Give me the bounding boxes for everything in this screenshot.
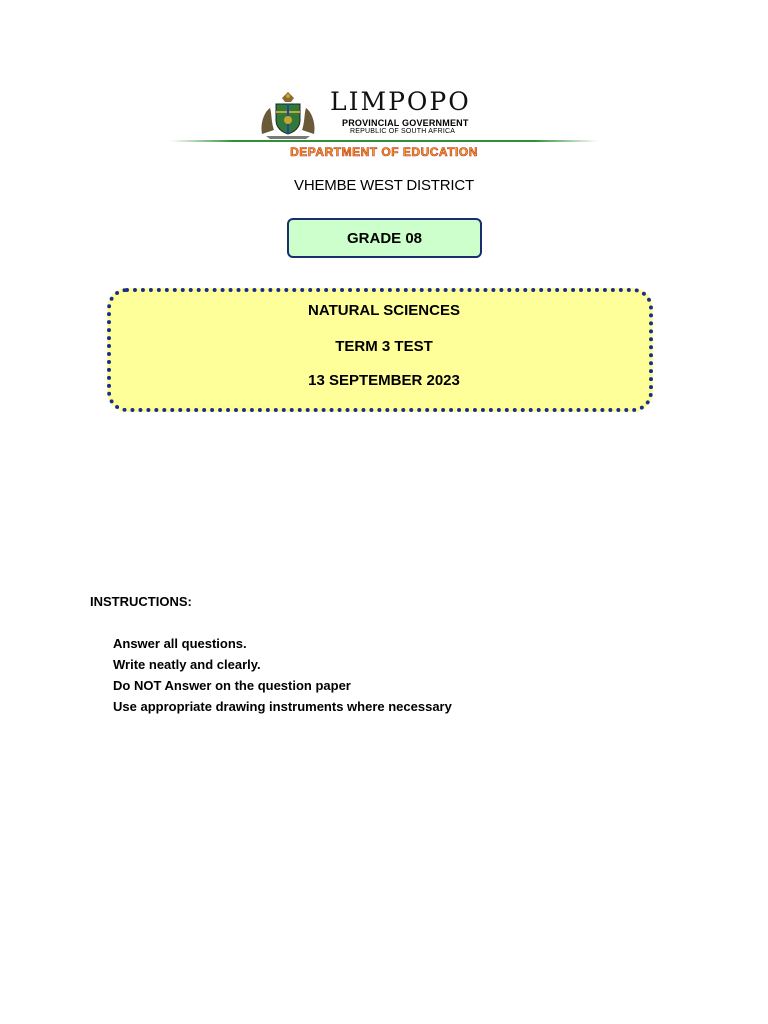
- grade-label: GRADE 08: [346, 229, 423, 247]
- department-title: DEPARTMENT OF EDUCATION: [290, 145, 478, 159]
- coat-of-arms-icon: [256, 90, 320, 140]
- test-date: 13 SEPTEMBER 2023: [308, 372, 460, 389]
- logo-title: LIMPOPO: [330, 87, 471, 116]
- instructions-list: [113, 633, 452, 717]
- instruction-item: Do NOT Answer on the question paper: [113, 678, 351, 693]
- header-divider: [170, 140, 598, 142]
- instruction-item: Write neatly and clearly.: [113, 657, 261, 672]
- instruction-item: Answer all questions.: [113, 636, 247, 651]
- logo-country: REPUBLIC OF SOUTH AFRICA: [350, 128, 456, 135]
- logo-subtitle: PROVINCIAL GOVERNMENT: [342, 118, 469, 128]
- subject-title: NATURAL SCIENCES: [308, 302, 460, 319]
- district-name: VHEMBE WEST DISTRICT: [294, 177, 474, 194]
- instruction-item: Use appropriate drawing instruments where necessary: [113, 699, 452, 714]
- grade-box: [287, 218, 482, 258]
- instructions-heading: INSTRUCTIONS:: [90, 594, 192, 609]
- document-header: [0, 87, 768, 165]
- test-title: TERM 3 TEST: [335, 338, 433, 355]
